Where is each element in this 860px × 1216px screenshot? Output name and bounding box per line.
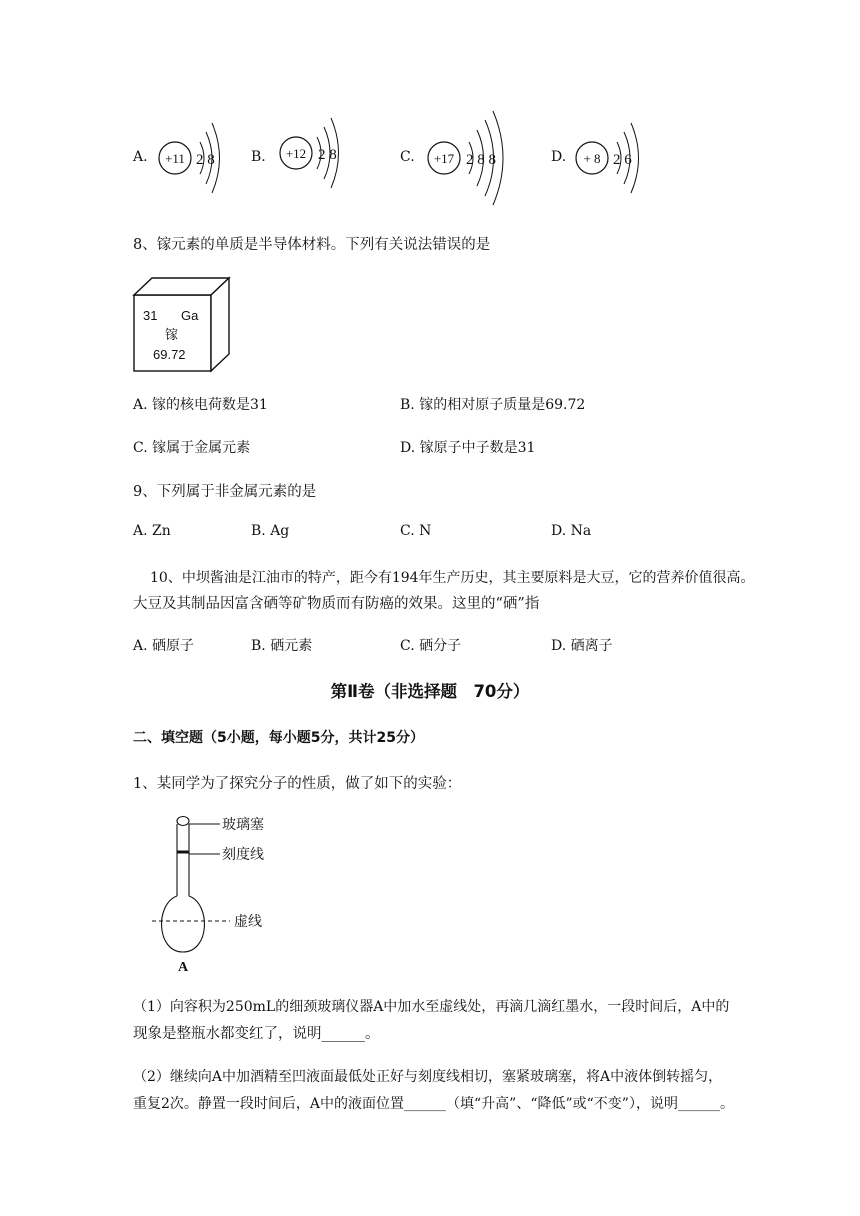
q7-option-d-diagram [573, 118, 643, 198]
q7-option-b-letter: B. [251, 149, 266, 165]
q7-option-c-diagram [425, 114, 515, 210]
element-name: 镓 [165, 328, 179, 343]
q8-option-d: D. 镓原子中子数是31 [400, 440, 536, 456]
q10-option-c: C. 硒分子 [400, 638, 462, 654]
shell-electrons: 2 8 [196, 152, 215, 168]
q9-stem: 9、下列属于非金属元素的是 [133, 484, 317, 500]
q8-stem: 8、镓元素的单质是半导体材料。下列有关说法错误的是 [133, 237, 491, 253]
q9-option-b: B. Ag [251, 523, 290, 539]
volumetric-flask-figure [150, 812, 280, 974]
q8-option-a: A. 镓的核电荷数是31 [133, 397, 268, 413]
q10-option-b: B. 硒元素 [251, 638, 313, 654]
q7-option-c-letter: C. [400, 149, 415, 165]
q7-option-b-diagram [277, 113, 347, 193]
q8-option-c: C. 镓属于金属元素 [133, 440, 251, 456]
nucleus-label: +11 [165, 151, 185, 166]
part2-title: 第Ⅱ卷（非选择题 70分） [330, 682, 530, 701]
nucleus-label: +17 [433, 151, 455, 166]
q7-option-a-letter: A. [133, 149, 148, 165]
label-scale-line: 刻度线 [222, 847, 264, 863]
fill1-part2-line2: 重复2次。静置一段时间后，A中的液面位置______（填“升高”、“降低”或“不变”），说明______。 [133, 1096, 734, 1112]
nucleus-label: +12 [285, 146, 307, 161]
q10-stem-line1: 10、中坝酱油是江油市的特产，距今有194年生产历史，其主要原料是大豆，它的营养价值很高。 [150, 570, 755, 586]
shell-electrons: 2 6 [613, 152, 632, 168]
q9-option-c: C. N [400, 523, 432, 539]
q7-option-d-letter: D. [551, 149, 567, 165]
fill1-part2-line1: （2）继续向A中加酒精至凹液面最低处正好与刻度线相切，塞紧玻璃塞，将A中液体倒转摇匀， [133, 1069, 723, 1085]
q9-option-d: D. Na [551, 523, 592, 539]
q10-option-a: A. 硒原子 [133, 638, 195, 654]
shell-electrons: 2 8 [318, 147, 337, 163]
atomic-mass: 69.72 [153, 347, 186, 362]
label-dashed-line: 虚线 [234, 914, 262, 930]
element-symbol: Ga [181, 308, 199, 323]
fill1-part1-line1: （1）向容积为250mL的细颈玻璃仪器A中加水至虚线处，再滴几滴红墨水，一段时间后，A中的 [133, 999, 730, 1015]
atomic-number: 31 [143, 308, 158, 323]
shell-electrons: 2 8 8 [466, 152, 496, 168]
fill1-stem: 1、某同学为了探究分子的性质，做了如下的实验： [133, 776, 462, 792]
q7-option-a-diagram [156, 118, 226, 198]
q9-option-a: A. Zn [133, 523, 171, 539]
section-heading: 二、填空题（5小题，每小题5分，共计25分） [133, 730, 424, 746]
q10-stem-line2: 大豆及其制品因富含硒等矿物质而有防癌的效果。这里的“硒”指 [133, 596, 540, 612]
gallium-element-cell [133, 277, 233, 373]
label-stopper: 玻璃塞 [222, 817, 264, 833]
figure-caption: A [178, 960, 189, 975]
q10-option-d: D. 硒离子 [551, 638, 613, 654]
q8-option-b: B. 镓的相对原子质量是69.72 [400, 397, 586, 413]
fill1-part1-line2: 现象是整瓶水都变红了，说明______。 [133, 1026, 380, 1042]
nucleus-label: + 8 [583, 151, 601, 166]
